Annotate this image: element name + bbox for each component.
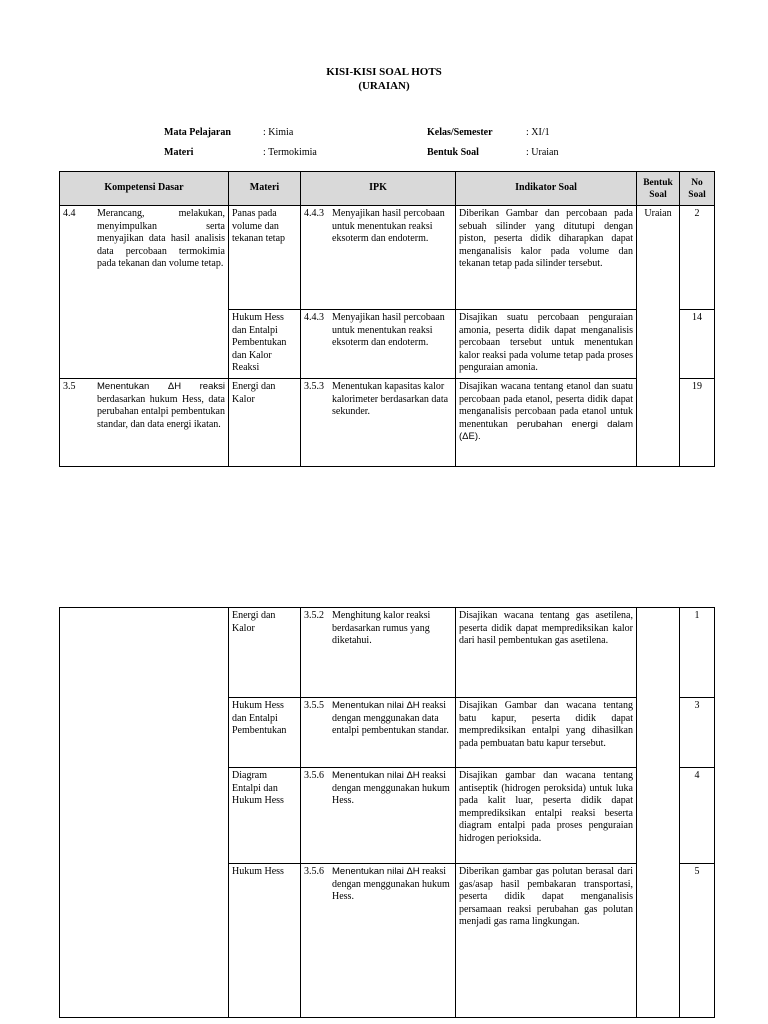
ipk-text	[332, 700, 452, 738]
kd-text: Merancang, melakukan, menyimpulkan serta menyajikan data hasil analisis data percobaan termokimia pada tekanan dan volume tetap.	[97, 208, 225, 269]
materi-cell: Hukum Hess	[229, 864, 301, 1018]
ipk-text-rest: reaksi dengan menggunakan data entalpi pembentukan standar.	[332, 700, 449, 736]
mapel-value: : Kimia	[263, 127, 294, 138]
indikator-cell: Diberikan gambar gas polutan berasal dari gas/asap hasil pembakaran transportasi, peserta didik dapat menganalisis persamaan reaksi perubahan gas polutan menjadi gas rama lingkungan.	[456, 864, 637, 1018]
materi-label: Materi	[164, 147, 194, 158]
ipk-cell	[301, 310, 456, 379]
header-materi: Materi	[229, 172, 301, 206]
kd-cell	[60, 379, 229, 467]
bentuk-label: Bentuk Soal	[427, 147, 479, 158]
indikator-cell	[456, 379, 637, 467]
header-bentuk: Bentuk Soal	[637, 172, 680, 206]
materi-cell: Energi dan Kalor	[229, 379, 301, 467]
page-title: KISI-KISI SOAL HOTS	[326, 66, 442, 78]
indikator-text: Disajikan wacana tentang etanol dan suatu percobaan pada etanol, peserta didik dapat menganalisis percobaan pada etanol untuk menentukan	[459, 381, 633, 430]
ipk-text-highlight: Menentukan nilai ΔH	[332, 770, 420, 781]
ipk-number: 3.5.2	[304, 610, 324, 621]
kd-text-highlight: Menentukan ΔH reaksi	[97, 381, 225, 392]
table-row	[60, 608, 715, 698]
ipk-cell	[301, 768, 456, 864]
ipk-number: 4.4.3	[304, 312, 324, 323]
table-row	[60, 379, 715, 467]
indikator-cell: Diberikan Gambar dan percobaan pada sebuah silinder yang ditutupi dengan piston, peserta didik diharapkan dapat menganalisis kalor pada volume dan tekanan tetap pada silinder tersebut.	[456, 206, 637, 310]
ipk-text	[332, 770, 452, 808]
ipk-text	[332, 866, 452, 904]
ipk-text: Menentukan kapasitas kalor kalorimeter berdasarkan data sekunder.	[332, 381, 449, 417]
materi-cell: Diagram Entalpi dan Hukum Hess	[229, 768, 301, 864]
kd-number: 4.4	[63, 208, 76, 219]
no-soal-cell: 5	[680, 864, 715, 1018]
kisi-kisi-table-1	[59, 171, 715, 467]
table-header-row	[60, 172, 715, 206]
ipk-text-rest: reaksi dengan menggunakan hukum Hess.	[332, 770, 450, 806]
ipk-number: 3.5.6	[304, 770, 324, 781]
ipk-text: Menghitung kalor reaksi berdasarkan rumus yang diketahui.	[332, 610, 431, 646]
kelas-label: Kelas/Semester	[427, 127, 493, 138]
table-row	[60, 206, 715, 310]
materi-cell: Panas pada volume dan tekanan tetap	[229, 206, 301, 310]
header-ipk: IPK	[301, 172, 456, 206]
kd-cell	[60, 206, 229, 379]
indikator-cell: Disajikan suatu percobaan penguraian amonia, peserta didik dapat menganalisis percobaan tersebut untuk menentukan kalor reaksi pada volume tetap pada proses penguraian amonia.	[456, 310, 637, 379]
materi-cell: Hukum Hess dan Entalpi Pembentukan dan Kalor Reaksi	[229, 310, 301, 379]
ipk-number: 3.5.5	[304, 700, 324, 711]
kd-text-rest: berdasarkan hukum Hess, data perubahan entalpi pembentukan standar, dan data energi ikatan.	[97, 393, 225, 430]
ipk-cell	[301, 206, 456, 310]
indikator-cell: Disajikan gambar dan wacana tentang antiseptik (hidrogen peroksida) untuk luka pada kalit luar, peserta didik dapat memprediksikan entalpi reaksi beserta diagram entalpi pada proses penguraian hidrogen perioksida.	[456, 768, 637, 864]
ipk-text-rest: reaksi dengan menggunakan hukum Hess.	[332, 866, 450, 902]
indikator-cell: Disajikan Gambar dan wacana tentang batu kapur, peserta didik dapat memprediksikan entalpi yang dihasilkan pada pembuatan batu kapur tersebut.	[456, 698, 637, 768]
ipk-text: Menyajikan hasil percobaan untuk menentukan reaksi eksoterm dan endoterm.	[332, 208, 445, 244]
ipk-text-highlight: Menentukan nilai ΔH	[332, 866, 420, 877]
bentuk-cell-empty	[637, 608, 680, 1018]
bentuk-value: : Uraian	[526, 147, 559, 158]
kd-number: 3.5	[63, 381, 76, 392]
indikator-text-highlight: perubahan energi dalam (ΔE).	[459, 418, 633, 442]
kelas-value: : XI/1	[526, 127, 550, 138]
no-soal-cell: 19	[680, 379, 715, 467]
kd-text	[97, 381, 225, 431]
ipk-cell	[301, 379, 456, 467]
ipk-cell	[301, 608, 456, 698]
kisi-kisi-table-2	[59, 607, 715, 1018]
ipk-text-highlight: Menentukan nilai ΔH	[332, 700, 420, 711]
materi-value: : Termokimia	[263, 147, 317, 158]
ipk-text: Menyajikan hasil percobaan untuk menentukan reaksi eksoterm dan endoterm.	[332, 312, 445, 348]
ipk-number: 3.5.6	[304, 866, 324, 877]
header-indikator: Indikator Soal	[456, 172, 637, 206]
kd-cell-empty	[60, 608, 229, 1018]
materi-cell: Energi dan Kalor	[229, 608, 301, 698]
no-soal-cell: 2	[680, 206, 715, 310]
ipk-cell	[301, 698, 456, 768]
ipk-number: 3.5.3	[304, 381, 324, 392]
no-soal-cell: 3	[680, 698, 715, 768]
mapel-label: Mata Pelajaran	[164, 127, 231, 138]
no-soal-cell: 4	[680, 768, 715, 864]
no-soal-cell: 1	[680, 608, 715, 698]
no-soal-cell: 14	[680, 310, 715, 379]
materi-cell: Hukum Hess dan Entalpi Pembentukan	[229, 698, 301, 768]
ipk-number: 4.4.3	[304, 208, 324, 219]
indikator-cell: Disajikan wacana tentang gas asetilena, peserta didik dapat memprediksikan kalor dari hasil pembentukan gas asetilena.	[456, 608, 637, 698]
ipk-cell	[301, 864, 456, 1018]
header-kd: Kompetensi Dasar	[60, 172, 229, 206]
header-no: No Soal	[680, 172, 715, 206]
page-subtitle: (URAIAN)	[358, 80, 410, 92]
bentuk-cell: Uraian	[637, 206, 680, 467]
